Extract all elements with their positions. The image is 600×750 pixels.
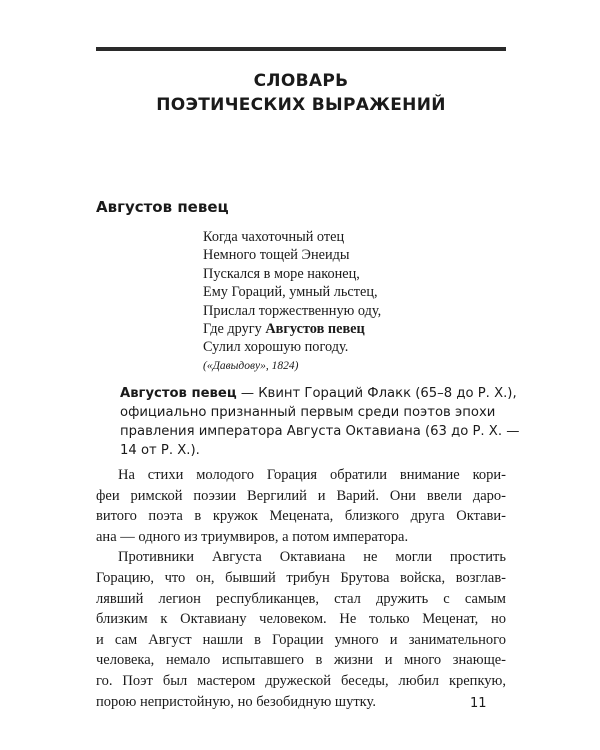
definition-term: Августов певец	[120, 386, 237, 401]
poem-bold-phrase: Августов певец	[265, 321, 365, 338]
definition-block	[120, 384, 520, 460]
poem-source: («Давыдову», 1824)	[203, 360, 299, 372]
body-line: человека, немало испытавшего в жизни и много знающе-	[96, 652, 506, 669]
body-text	[96, 465, 506, 712]
definition-line: официально признанный первым среди поэтов эпохи	[120, 405, 496, 420]
body-line: близким к Октавиану человеком. Не только Меценат, но	[96, 611, 506, 628]
body-line: и сам Август нашли в Горации умного и занимательного	[96, 631, 506, 648]
page-title-line1: СЛОВАРЬ	[253, 71, 349, 91]
poem-line: Прислал торжественную оду,	[203, 302, 382, 319]
body-line: лявший легион республиканцев, стал дружить с самым	[96, 590, 506, 607]
header-rule	[96, 47, 506, 51]
poem-line: Ему Гораций, умный льстец,	[203, 284, 378, 301]
poem-line: Когда чахоточный отец	[203, 229, 345, 245]
body-line: На стихи молодого Горация обратили внимание кори-	[118, 467, 506, 483]
definition-line	[120, 384, 517, 403]
body-line: витого поэта в кружок Мецената, близкого друга Октави-	[96, 508, 506, 525]
definition-line: правления императора Августа Октавиана (63 до Р. Х. —	[120, 424, 520, 439]
body-line: феи римской поэзии Вергилий и Варий. Они ввели даро-	[96, 487, 506, 504]
body-line: Горацию, что он, бывший трибун Брутова войска, возглав-	[96, 569, 506, 586]
poem-line: Сулил хорошую погоду.	[203, 339, 349, 356]
entry-heading: Августов певец	[96, 198, 229, 216]
page-title-line2: ПОЭТИЧЕСКИХ ВЫРАЖЕНИЙ	[156, 95, 446, 115]
body-line: ана — одного из триумвиров, а потом императора.	[96, 528, 409, 545]
poem-line	[203, 320, 381, 338]
poem-block	[203, 228, 381, 357]
poem-line: Пускался в море наконец,	[203, 265, 360, 282]
body-line: Противники Августа Октавиана не могли простить	[118, 549, 506, 566]
definition-line: 14 от Р. Х.).	[120, 443, 200, 458]
body-line: го. Поэт был мастером дружеской беседы, любил крепкую,	[96, 672, 506, 689]
body-line: порою непристойную, но безобидную шутку.	[96, 693, 376, 710]
poem-line-prefix: Где другу	[203, 321, 266, 338]
poem-line: Немного тощей Энеиды	[203, 247, 350, 264]
page-number: 11	[470, 696, 487, 711]
definition-text: — Квинт Гораций Флакк (65–8 до Р. Х.),	[236, 386, 517, 401]
